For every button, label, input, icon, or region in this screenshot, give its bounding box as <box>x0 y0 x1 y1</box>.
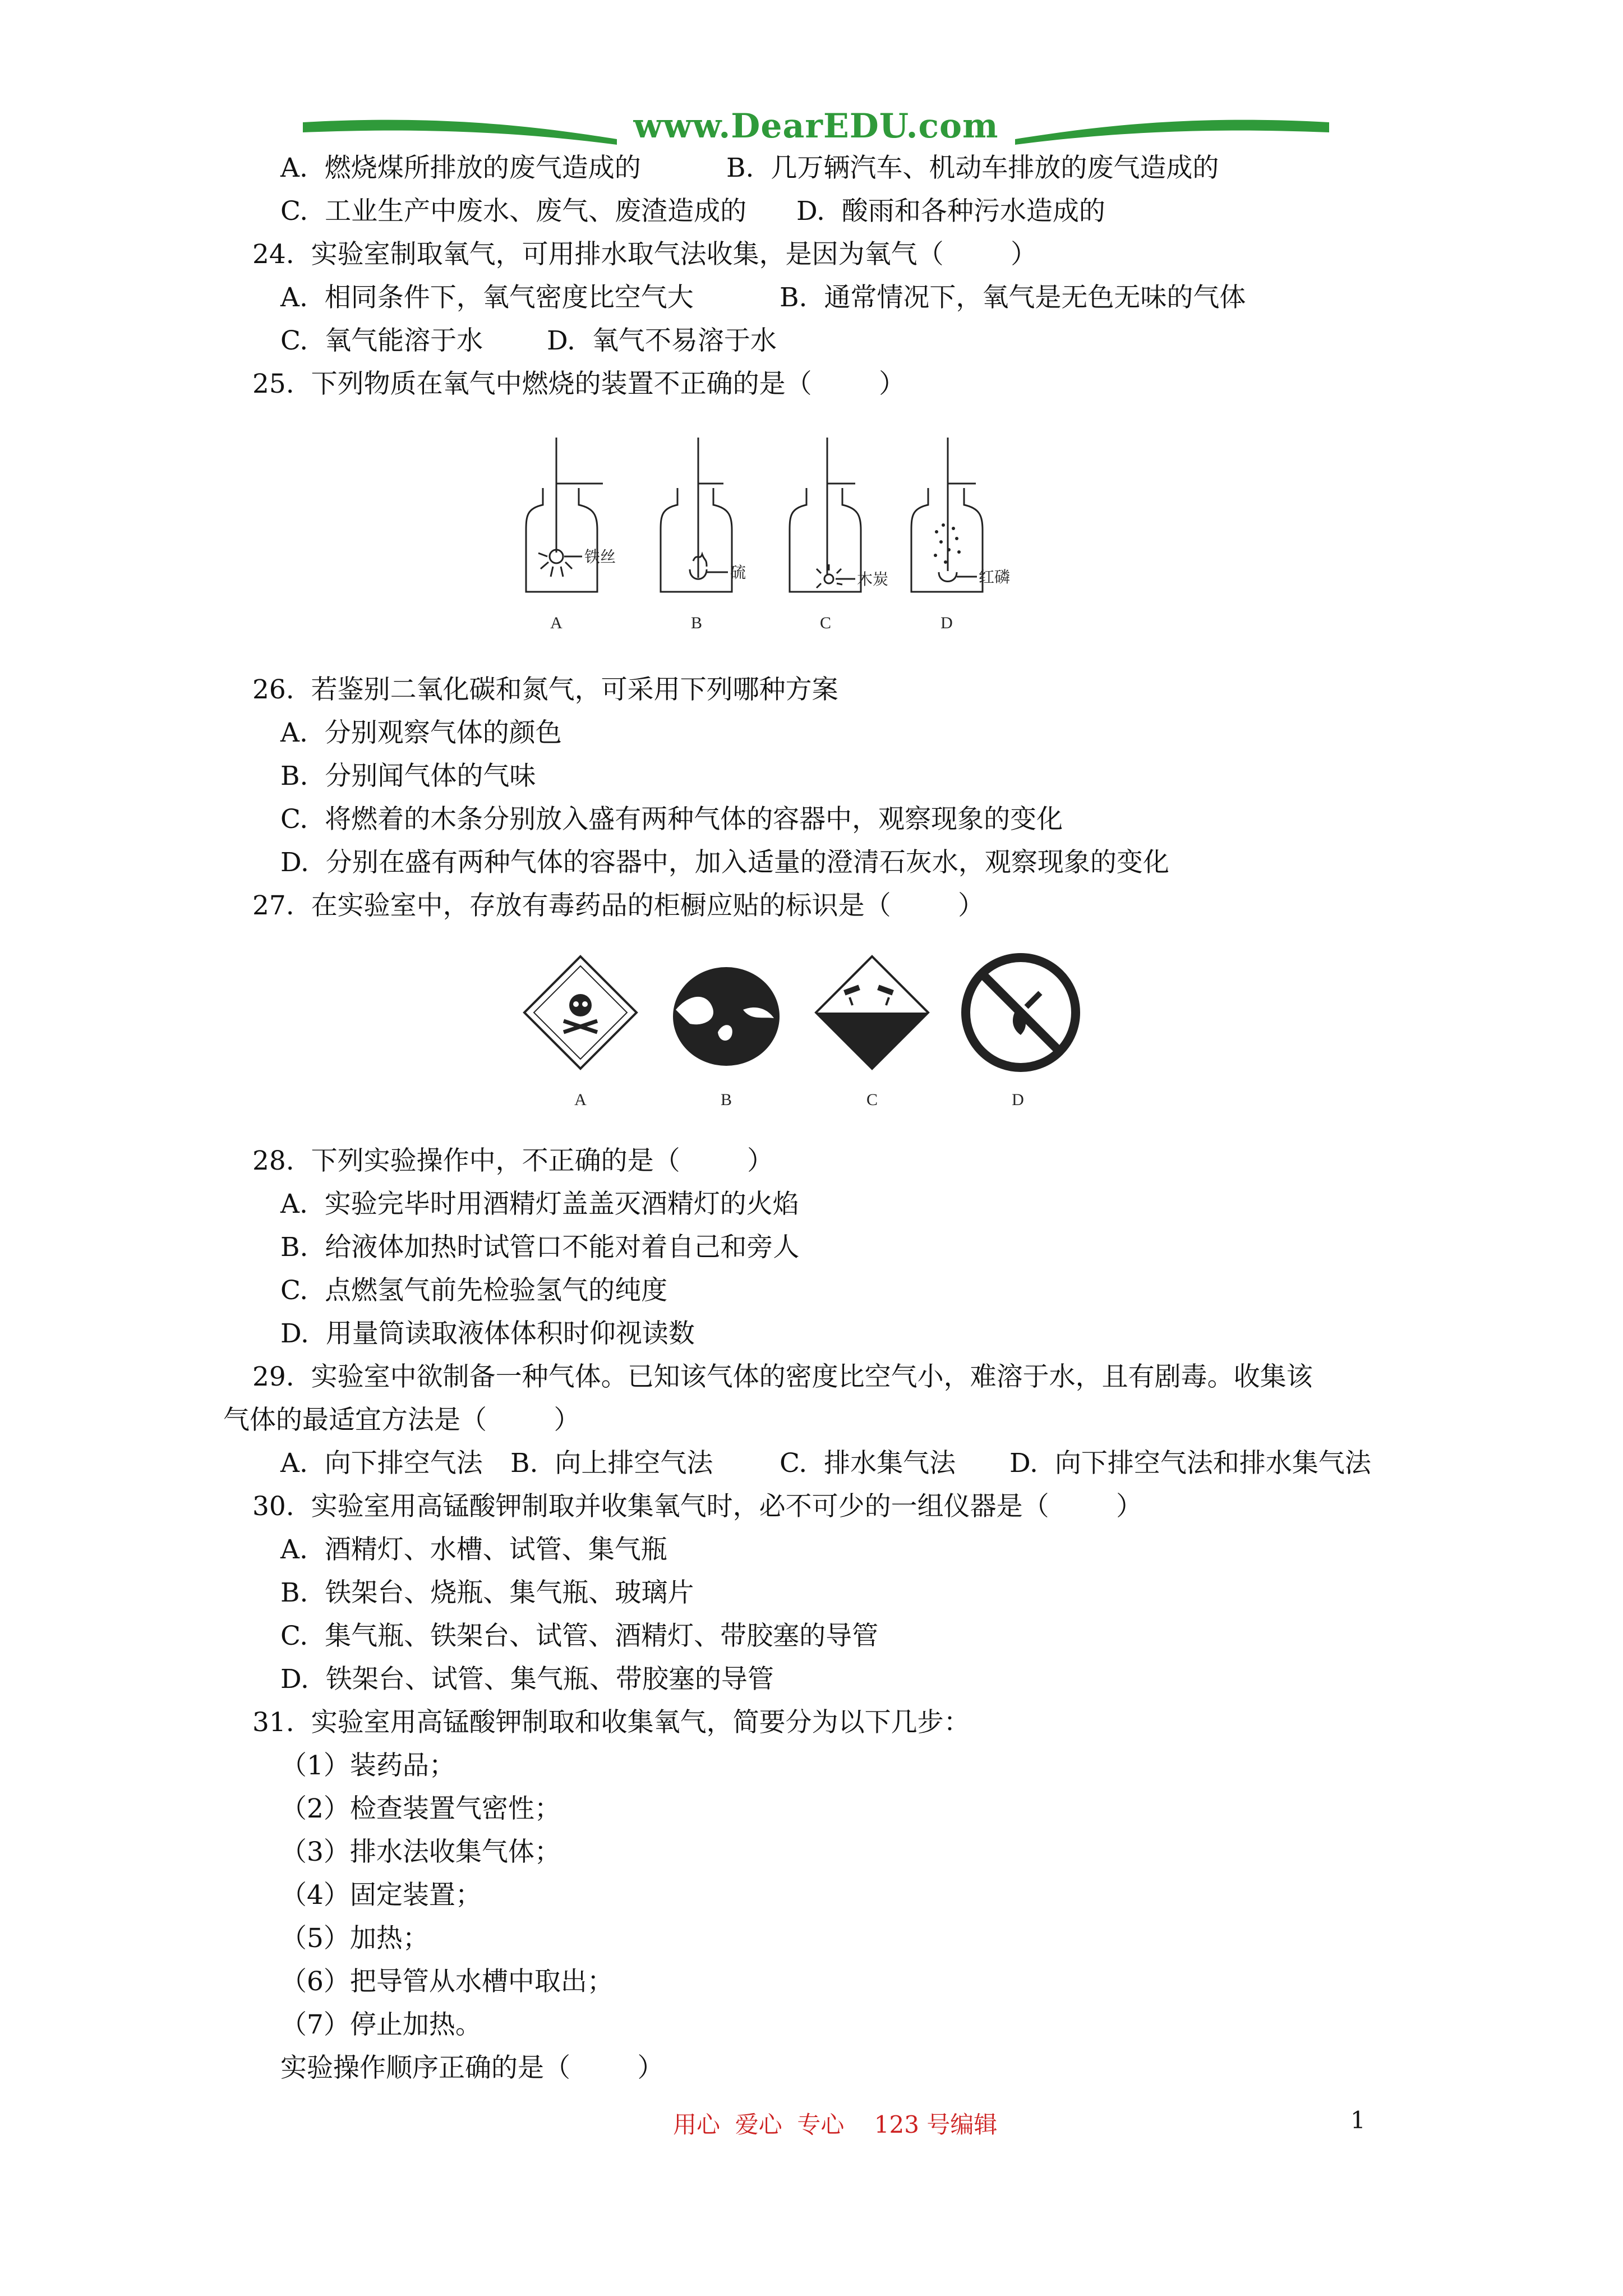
fig25-label-a: A <box>550 614 562 632</box>
corrosive-icon <box>816 956 928 1069</box>
q30-option-a: A. 酒精灯、水槽、试管、集气瓶 <box>280 1534 667 1565</box>
question-29-continued: 气体的最适宜方法是（ ） <box>223 1405 580 1435</box>
question-26: 26. 若鉴别二氧化碳和氮气，可采用下列哪种方案 <box>252 674 838 705</box>
q30-option-c: C. 集气瓶、铁架台、试管、酒精灯、带胶塞的导管 <box>280 1621 879 1651</box>
jar-d-red-phosphorus <box>911 438 983 592</box>
q23-option-a: A. 燃烧煤所排放的废气造成的 <box>280 153 641 183</box>
fig25-label-c: C <box>819 614 832 632</box>
q27-hazard-labels-figure <box>522 954 1116 1119</box>
q28-option-b: B. 给液体加热时试管口不能对着自己和旁人 <box>280 1232 800 1263</box>
footer-editor-note: 用心 爱心 专心 123 号编辑 <box>673 2111 998 2138</box>
q26-option-a: A. 分别观察气体的颜色 <box>280 717 562 748</box>
q23-option-d: D. 酸雨和各种污水造成的 <box>796 196 1105 227</box>
q24-option-c: C. 氧气能溶于水 <box>280 325 483 356</box>
q28-option-c: C. 点燃氢气前先检验氢气的纯度 <box>280 1275 668 1306</box>
page-number: 1 <box>1350 2106 1366 2134</box>
q24-option-a: A. 相同条件下，氧气密度比空气大 <box>280 282 694 313</box>
q29-option-c: C. 排水集气法 <box>780 1448 956 1479</box>
q23-option-c: C. 工业生产中废水、废气、废渣造成的 <box>280 196 747 227</box>
q31-step-5: （5）加热； <box>280 1923 429 1954</box>
question-31: 31. 实验室用高锰酸钾制取和收集氧气，简要分为以下几步： <box>252 1707 970 1738</box>
q28-option-d: D. 用量筒读取液体体积时仰视读数 <box>280 1318 695 1349</box>
fig25-substance-c: 木炭 <box>857 570 889 588</box>
q31-step-4: （4）固定装置； <box>280 1880 482 1911</box>
q23-option-b: B. 几万辆汽车、机动车排放的废气造成的 <box>726 153 1219 183</box>
q26-option-b: B. 分别闻气体的气味 <box>280 761 536 792</box>
fig25-label-b: B <box>690 614 703 632</box>
no-open-flame-icon <box>966 958 1076 1068</box>
question-29: 29. 实验室中欲制备一种气体。已知该气体的密度比空气小，难溶于水，且有剧毒。收集该 <box>252 1361 1313 1392</box>
question-24: 24. 实验室制取氧气，可用排水取气法收集，是因为氧气（ ） <box>252 239 1038 270</box>
q26-option-d: D. 分别在盛有两种气体的容器中，加入适量的澄清石灰水，观察现象的变化 <box>280 847 1169 878</box>
question-28: 28. 下列实验操作中，不正确的是（ ） <box>252 1145 774 1176</box>
q31-prompt: 实验操作顺序正确的是（ ） <box>280 2053 664 2083</box>
q25-apparatus-figure <box>522 432 1110 647</box>
jar-c-charcoal <box>790 438 861 592</box>
fig25-substance-b: 硫 <box>730 563 746 582</box>
jar-b-sulfur <box>661 438 732 592</box>
fig27-label-b: B <box>720 1091 732 1109</box>
q31-step-3: （3）排水法收集气体； <box>280 1837 561 1867</box>
fig25-substance-d: 红磷 <box>979 568 1011 586</box>
q29-option-a: A. 向下排空气法 <box>280 1448 483 1479</box>
fig25-label-d: D <box>940 614 953 632</box>
q28-option-a: A. 实验完毕时用酒精灯盖盖灭酒精灯的火焰 <box>280 1189 799 1220</box>
q31-step-2: （2）检查装置气密性； <box>280 1793 561 1824</box>
question-30: 30. 实验室用高锰酸钾制取并收集氧气时，必不可少的一组仪器是（ ） <box>252 1491 1143 1522</box>
q31-step-1: （1）装药品； <box>280 1750 455 1781</box>
q30-option-b: B. 铁架台、烧瓶、集气瓶、玻璃片 <box>280 1577 694 1608</box>
toxic-skull-icon <box>524 956 637 1069</box>
fig27-label-c: C <box>866 1091 878 1109</box>
q26-option-c: C. 将燃着的木条分别放入盛有两种气体的容器中，观察现象的变化 <box>280 804 1063 835</box>
fig25-substance-a: 铁丝 <box>584 547 616 566</box>
q31-step-7: （7）停止加热。 <box>280 2009 482 2040</box>
q24-option-d: D. 氧气不易溶于水 <box>547 325 777 356</box>
fig27-label-d: D <box>1012 1091 1024 1109</box>
fig27-label-a: A <box>574 1091 587 1109</box>
round-badge-icon <box>673 967 780 1066</box>
q29-option-b: B. 向上排空气法 <box>510 1448 713 1479</box>
question-27: 27. 在实验室中，存放有毒药品的柜橱应贴的标识是（ ） <box>252 890 985 921</box>
question-25: 25. 下列物质在氧气中燃烧的装置不正确的是（ ） <box>252 369 906 399</box>
site-logo-text: www.DearEDU.com <box>633 107 999 146</box>
q30-option-d: D. 铁架台、试管、集气瓶、带胶塞的导管 <box>280 1664 774 1695</box>
q24-option-b: B. 通常情况下，氧气是无色无味的气体 <box>780 282 1246 313</box>
jar-a-iron-wire <box>526 438 603 592</box>
q29-option-d: D. 向下排空气法和排水集气法 <box>1009 1448 1371 1479</box>
q31-step-6: （6）把导管从水槽中取出； <box>280 1966 614 1997</box>
